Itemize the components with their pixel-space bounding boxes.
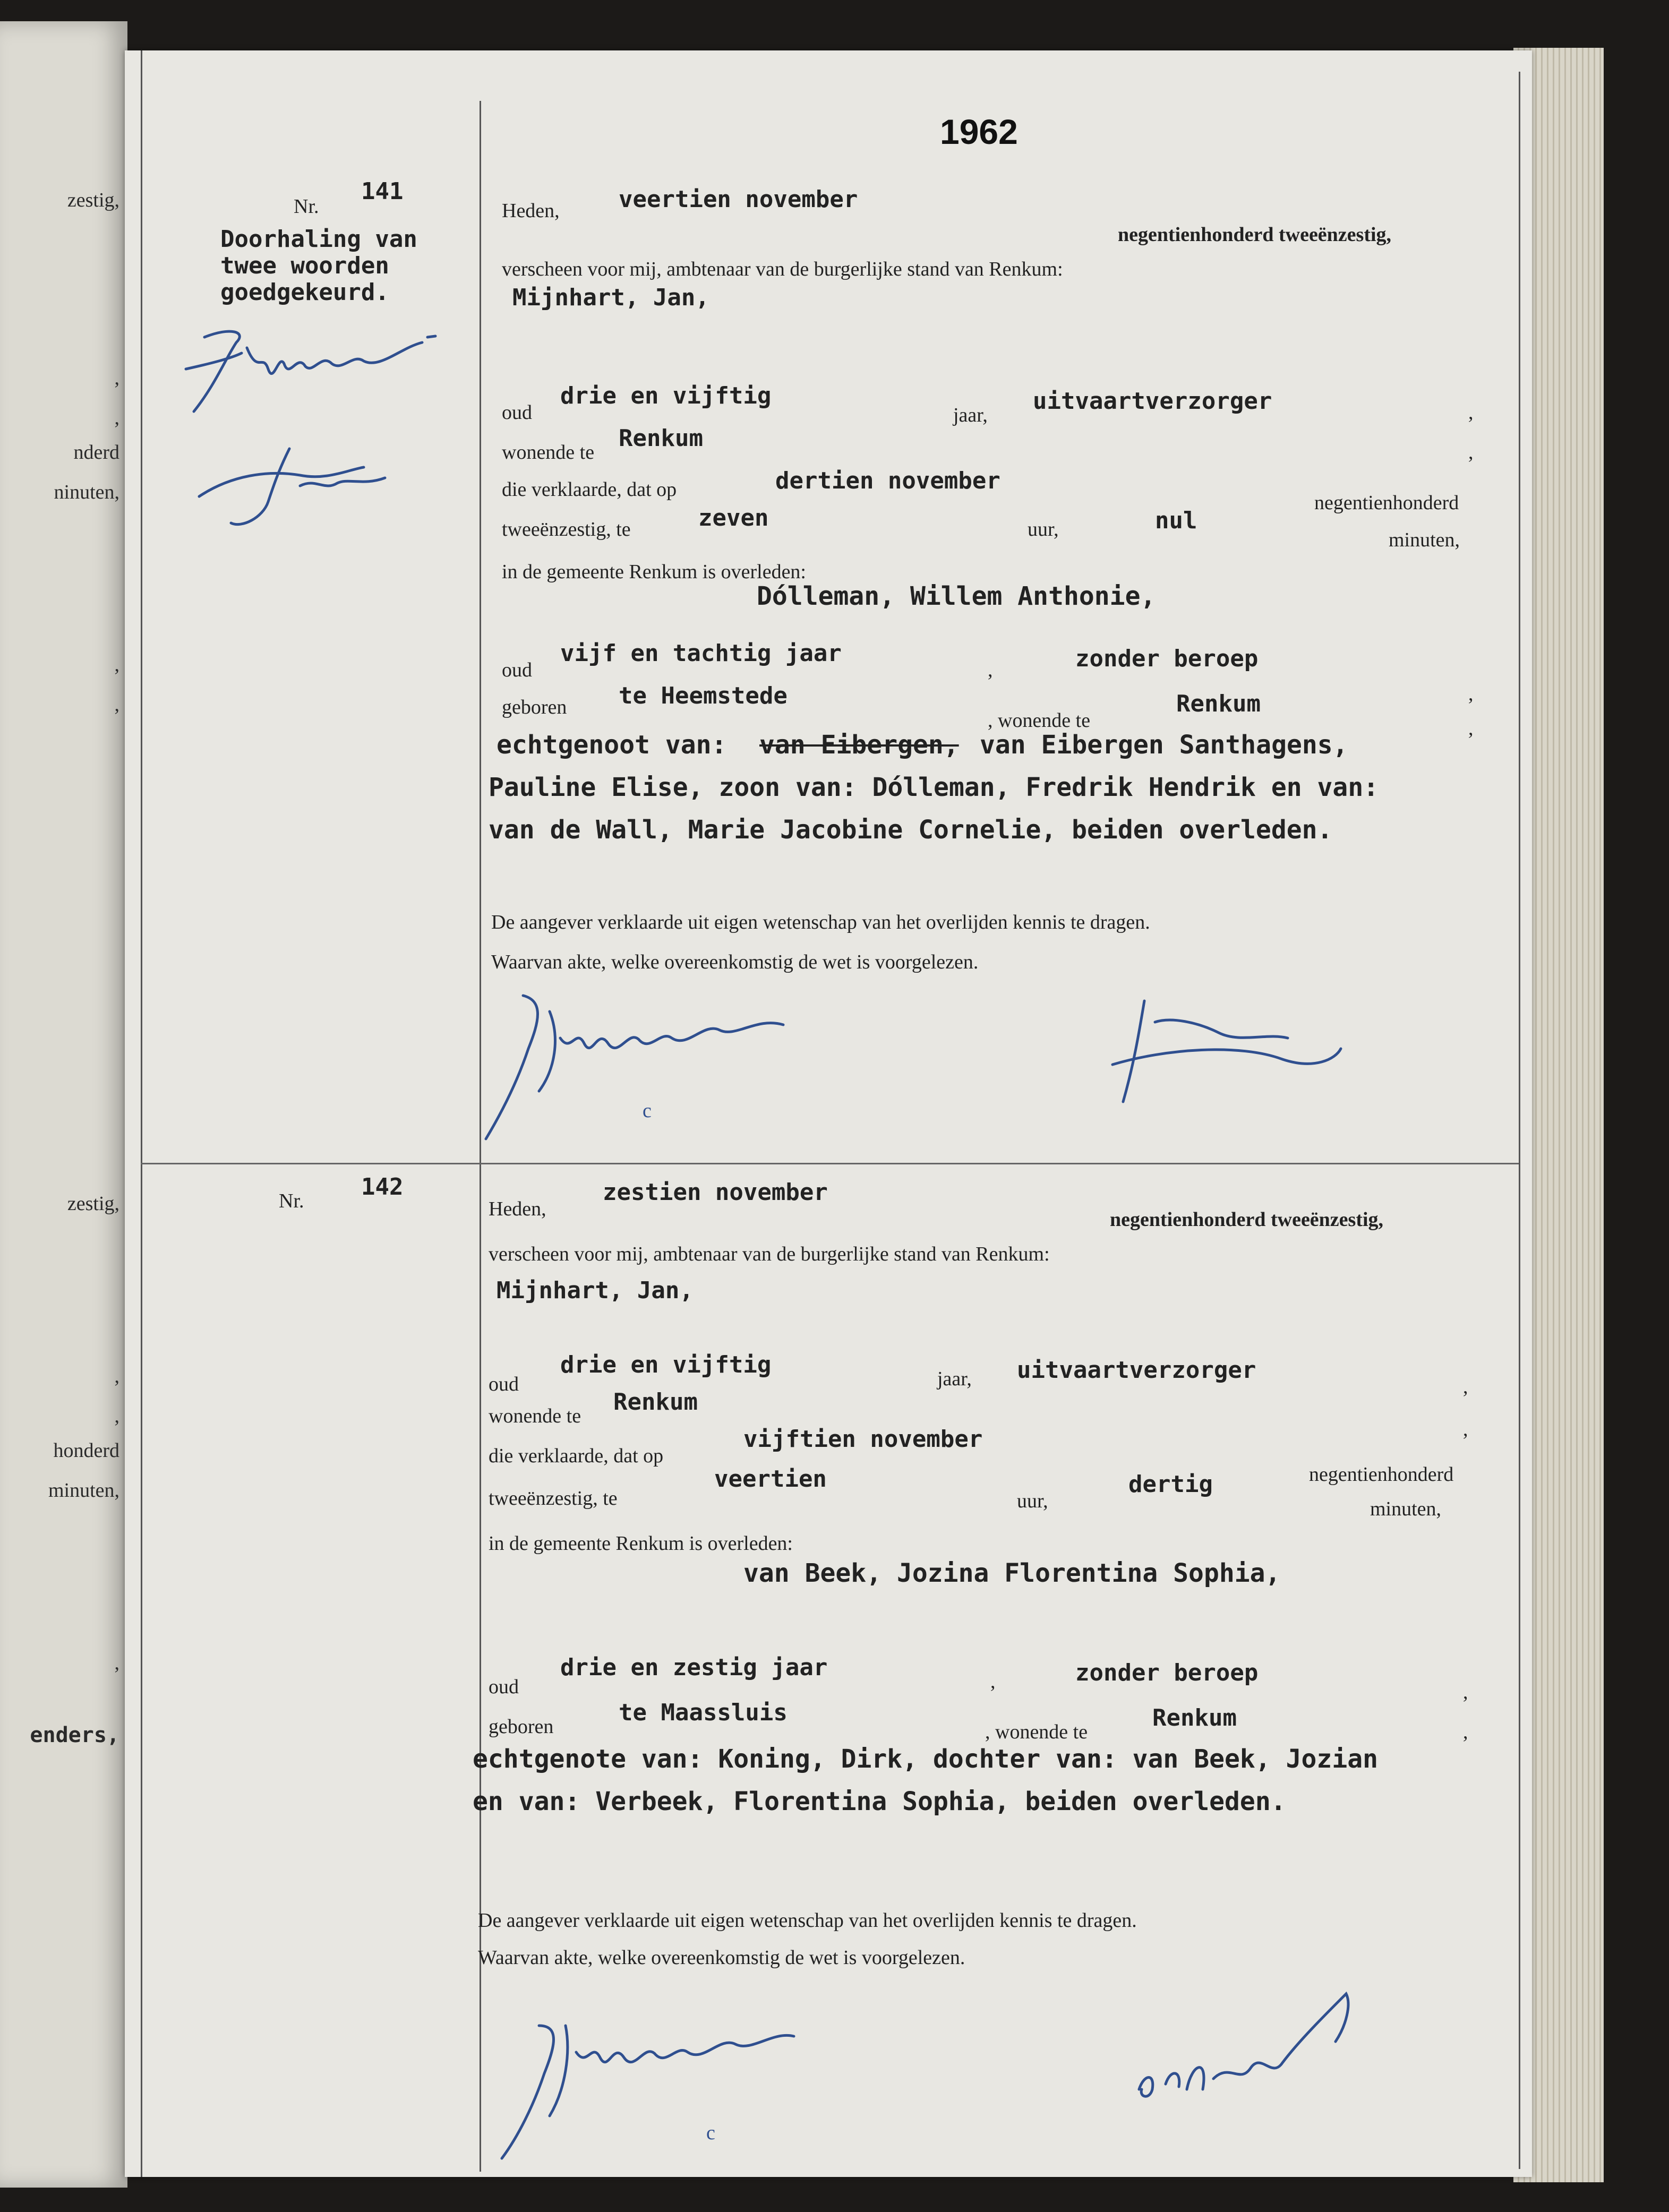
relation-line-3: van de Wall, Marie Jacobine Cornelie, beiden overleden. <box>489 815 1333 845</box>
register-year: 1962 <box>940 112 1018 151</box>
death-date: vijftien november <box>743 1426 983 1453</box>
comma: , <box>1463 1418 1468 1441</box>
record-number-label: Nr. <box>294 195 319 218</box>
spouse-label: echtgenoot van: <box>497 730 727 760</box>
margin-signature-informant <box>173 321 449 427</box>
comma: , <box>1463 1721 1468 1743</box>
jaar-label: jaar, <box>953 404 988 426</box>
previous-page-text-fragment: ninuten, <box>54 481 119 503</box>
record-year-words: negentienhonderd tweeënzestig, <box>1110 1208 1384 1231</box>
deceased-residence: Renkum <box>1152 1704 1237 1731</box>
deceased-age: drie en zestig jaar <box>560 1654 828 1681</box>
deceased-residence: Renkum <box>1176 690 1261 717</box>
informant-age: drie en vijftig <box>560 382 772 409</box>
death-minutes: dertig <box>1128 1471 1213 1498</box>
oud-label: oud <box>489 1676 519 1698</box>
comma: , <box>1468 441 1474 464</box>
wonende-te-label: , wonende te <box>985 1721 1088 1743</box>
previous-page-text-fragment: enders, <box>30 1723 119 1747</box>
birthplace: te Heemstede <box>619 682 788 709</box>
death-date: dertien november <box>775 467 1000 494</box>
closing-statement: De aangever verklaarde uit eigen wetenschap van het overlijden kennis te dragen. <box>478 1909 1137 1932</box>
uur-label: uur, <box>1017 1490 1048 1512</box>
record-number: 141 <box>361 178 404 205</box>
comma: , <box>990 1670 996 1693</box>
signature-official-141 <box>1102 985 1357 1123</box>
record-number-label: Nr. <box>279 1190 304 1212</box>
deceased-age: vijf en tachtig jaar <box>560 640 842 667</box>
municipality-line: in de gemeente Renkum is overleden: <box>489 1532 793 1555</box>
previous-page-text-fragment: minuten, <box>48 1479 119 1502</box>
record-number: 142 <box>361 1173 404 1201</box>
previous-page-edge <box>0 21 127 2188</box>
record-divider <box>141 1163 1519 1164</box>
informant-name: Mijnhart, Jan, <box>512 284 709 311</box>
record-date: veertien november <box>619 186 858 213</box>
previous-page-text-fragment: zestig, <box>67 189 119 211</box>
page-left-rule <box>141 50 142 2177</box>
informant-age: drie en vijftig <box>560 1351 772 1378</box>
comma: , <box>988 659 993 681</box>
previous-page-text-fragment: , <box>114 693 119 716</box>
oud-label: oud <box>502 659 532 681</box>
appeared-line: verscheen voor mij, ambtenaar van de burgerlijke stand van Renkum: <box>489 1243 1050 1265</box>
signature-mark: c <box>706 2122 715 2144</box>
record-date: zestien november <box>603 1179 828 1206</box>
negentienhonderd-label: negentienhonderd <box>1314 492 1459 514</box>
comma: , <box>1463 1681 1468 1703</box>
relation-line-2: en van: Verbeek, Florentina Sophia, beiden overleden. <box>473 1787 1286 1816</box>
informant-residence: Renkum <box>619 425 703 452</box>
previous-page-text-fragment: honderd <box>53 1439 119 1462</box>
declared-label: die verklaarde, dat op <box>489 1445 664 1467</box>
record-year-words: negentienhonderd tweeënzestig, <box>1118 224 1392 246</box>
deceased-name: van Beek, Jozina Florentina Sophia, <box>743 1558 1281 1588</box>
municipality-line: in de gemeente Renkum is overleden: <box>502 561 806 583</box>
previous-page-text-fragment: , <box>114 654 119 676</box>
appeared-line: verscheen voor mij, ambtenaar van de burgerlijke stand van Renkum: <box>502 258 1063 280</box>
wonende-label: wonende te <box>489 1405 581 1427</box>
signature-official-142 <box>1123 1983 1367 2121</box>
tweeenzestig-label: tweeënzestig, te <box>502 518 631 541</box>
oud-label: oud <box>489 1373 519 1395</box>
relation-line-2: Pauline Elise, zoon van: Dólleman, Fredrik Hendrik en van: <box>489 773 1379 802</box>
uur-label: uur, <box>1028 518 1059 541</box>
declared-label: die verklaarde, dat op <box>502 478 677 501</box>
signature-informant-141 <box>470 980 810 1150</box>
negentienhonderd-label: negentienhonderd <box>1309 1463 1454 1486</box>
comma: , <box>1468 717 1474 740</box>
previous-page-text-fragment: , <box>114 1405 119 1427</box>
comma: , <box>1468 401 1474 424</box>
oud-label: oud <box>502 401 532 424</box>
geboren-label: geboren <box>502 696 567 718</box>
minuten-label: minuten, <box>1370 1498 1442 1520</box>
comma: , <box>1463 1376 1468 1398</box>
minuten-label: minuten, <box>1389 529 1460 551</box>
informant-name: Mijnhart, Jan, <box>497 1277 694 1304</box>
relation-line-1: echtgenote van: Koning, Dirk, dochter van: van Beek, Jozian <box>473 1744 1379 1774</box>
margin-signature-official <box>189 427 422 534</box>
margin-note-line-2: twee woorden <box>220 252 389 279</box>
geboren-label: geboren <box>489 1716 554 1738</box>
signature-informant-142 <box>486 1988 815 2169</box>
closing-statement: Waarvan akte, welke overeenkomstig de wet is voorgelezen. <box>491 951 979 973</box>
page-right-rule <box>1519 72 1520 2169</box>
closing-statement: De aangever verklaarde uit eigen wetenschap van het overlijden kennis te dragen. <box>491 911 1150 933</box>
deceased-occupation: zonder beroep <box>1075 1659 1259 1686</box>
death-minutes: nul <box>1155 507 1197 534</box>
death-hour: veertien <box>714 1465 827 1493</box>
birthplace: te Maassluis <box>619 1699 788 1726</box>
previous-page-text-fragment: , <box>114 1652 119 1674</box>
comma: , <box>1468 683 1474 705</box>
deceased-occupation: zonder beroep <box>1075 645 1259 672</box>
deceased-name: Dólleman, Willem Anthonie, <box>757 581 1156 611</box>
informant-residence: Renkum <box>613 1388 698 1416</box>
previous-page-text-fragment: nderd <box>73 441 119 464</box>
tweeenzestig-label: tweeënzestig, te <box>489 1487 618 1510</box>
relation-line-1: van Eibergen Santhagens, <box>980 730 1348 760</box>
previous-page-text-fragment: , <box>114 367 119 389</box>
informant-occupation: uitvaartverzorger <box>1017 1357 1256 1384</box>
wonende-label: wonende te <box>502 441 595 464</box>
informant-occupation: uitvaartverzorger <box>1033 388 1272 415</box>
struck-through-words: van Eibergen, <box>759 730 959 760</box>
wonende-te-label: , wonende te <box>988 709 1091 732</box>
previous-page-text-fragment: , <box>114 1365 119 1387</box>
jaar-label: jaar, <box>937 1368 972 1390</box>
register-page <box>125 50 1532 2177</box>
heden-label: Heden, <box>489 1198 546 1220</box>
closing-statement: Waarvan akte, welke overeenkomstig de wet is voorgelezen. <box>478 1947 965 1969</box>
margin-note-line-3: goedgekeurd. <box>220 279 389 306</box>
previous-page-text-fragment: , <box>114 407 119 429</box>
margin-note-line-1: Doorhaling van <box>220 226 417 253</box>
signature-mark: c <box>643 1100 652 1122</box>
death-hour: zeven <box>698 504 769 531</box>
heden-label: Heden, <box>502 200 560 222</box>
previous-page-text-fragment: zestig, <box>67 1193 119 1215</box>
